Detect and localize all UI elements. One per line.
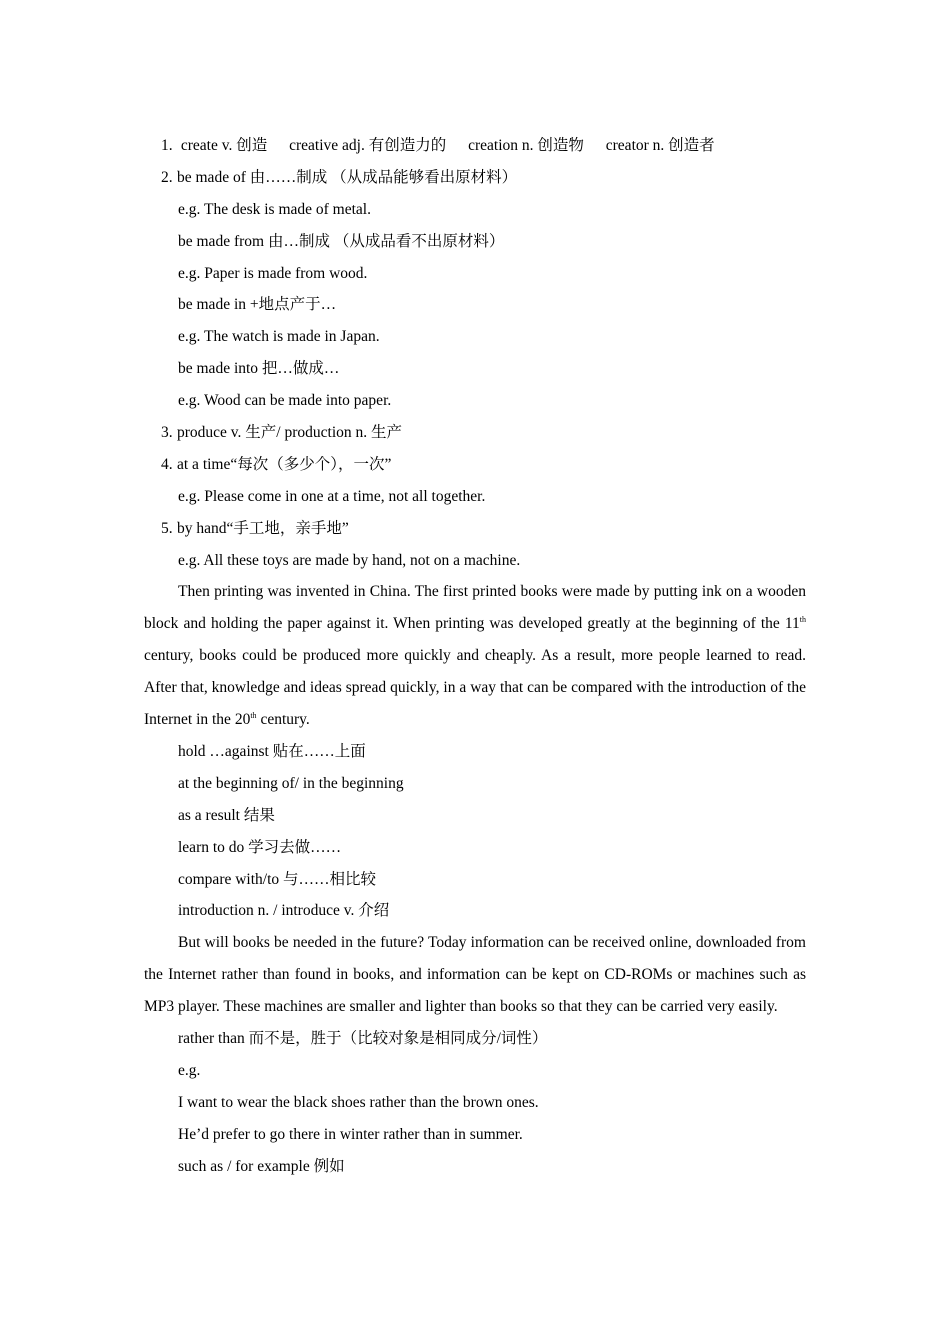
example-line: e.g. Wood can be made into paper. bbox=[178, 392, 392, 410]
note-line: hold …against 贴在……上面 bbox=[178, 743, 366, 760]
superscript: th bbox=[799, 615, 806, 625]
example-line: e.g. All these toys are made by hand, not on a machine. bbox=[178, 551, 521, 569]
vocab-item-1 bbox=[144, 130, 806, 162]
note-line: be made in +地点产于… bbox=[178, 296, 337, 314]
note-line: introduction n. / introduce v. 介绍 bbox=[178, 902, 390, 920]
reading-paragraph-2: But will books be needed in the future? Today information can be received online, downloaded from the Internet rather than found in books, and information can be kept on CD-ROMs or machines such as MP3 player. These machines are smaller and lighter than books so that they can be carried very easily. bbox=[144, 934, 806, 1016]
example-line: e.g. Please come in one at a time, not all together. bbox=[178, 487, 486, 505]
vocab-item-2 bbox=[144, 162, 806, 194]
item-text: at a time“每次（多少个），一次” bbox=[177, 455, 392, 473]
paragraph-text: century, books could be produced more quickly and cheaply. As a result, more people learned to read. After that, knowledge and ideas spread quickly, in a way that can be compared with the introduction of the Internet in the 20 bbox=[144, 647, 806, 729]
vocab-item-5 bbox=[144, 513, 806, 545]
document-body bbox=[144, 130, 806, 1183]
note-line: rather than 而不是，胜于（比较对象是相同成分/词性） bbox=[178, 1030, 548, 1048]
example-line: e.g. The watch is made in Japan. bbox=[178, 328, 380, 346]
item-text: be made of 由……制成 （从成品能够看出原材料） bbox=[177, 168, 518, 186]
item-number: 4. bbox=[161, 455, 173, 473]
reading-paragraph-1 bbox=[144, 576, 806, 736]
example-line: I want to wear the black shoes rather than the brown ones. bbox=[178, 1093, 539, 1111]
item-number: 2. bbox=[161, 168, 173, 186]
note-line: compare with/to 与……相比较 bbox=[178, 870, 377, 888]
note-line: at the beginning of/ in the beginning bbox=[178, 774, 404, 792]
note-line: learn to do 学习去做…… bbox=[178, 838, 342, 856]
item-number: 1. bbox=[161, 137, 173, 154]
item-number: 3. bbox=[161, 424, 173, 442]
example-line: e.g. Paper is made from wood. bbox=[178, 264, 368, 282]
superscript: th bbox=[250, 711, 257, 721]
item-text: by hand“手工地，亲手地” bbox=[177, 519, 349, 537]
word-creative: creative adj. 有创造力的 bbox=[289, 137, 447, 154]
paragraph-text: Then printing was invented in China. The first printed books were made by putting ink on a wooden block and holding the paper against it. When printing was developed greatly at the beginning of the 11 bbox=[144, 583, 806, 633]
example-line: e.g. The desk is made of metal. bbox=[178, 200, 371, 218]
vocab-item-3 bbox=[144, 417, 806, 449]
note-line: be made into 把…做成… bbox=[178, 360, 340, 378]
example-line: He’d prefer to go there in winter rather than in summer. bbox=[178, 1125, 523, 1143]
item-text: produce v. 生产/ production n. 生产 bbox=[177, 424, 403, 442]
note-line: such as / for example 例如 bbox=[178, 1157, 345, 1175]
vocab-item-4 bbox=[144, 449, 806, 481]
note-line: be made from 由…制成 （从成品看不出原材料） bbox=[178, 232, 505, 250]
paragraph-text: century. bbox=[256, 711, 310, 729]
item-number: 5. bbox=[161, 519, 173, 537]
word-create: create v. 创造 bbox=[180, 137, 268, 154]
word-creation: creation n. 创造物 bbox=[468, 137, 584, 154]
note-line: as a result 结果 bbox=[178, 806, 275, 824]
example-label: e.g. bbox=[178, 1061, 201, 1079]
word-creator: creator n. 创造者 bbox=[605, 137, 715, 154]
